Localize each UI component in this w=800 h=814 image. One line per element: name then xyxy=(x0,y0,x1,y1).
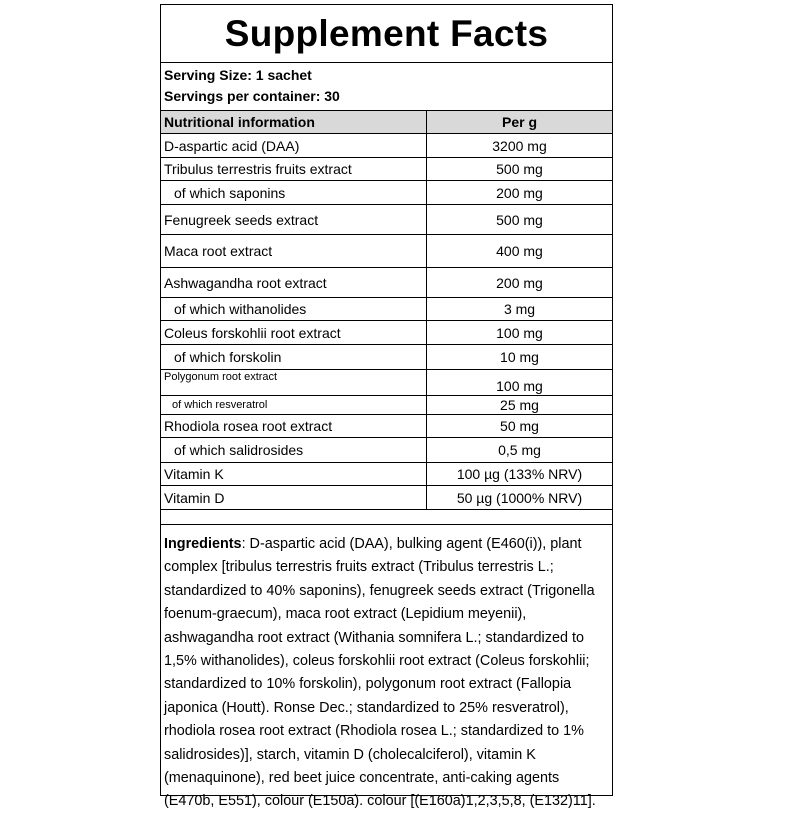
row-name: Maca root extract xyxy=(161,235,427,268)
table-header-row xyxy=(161,111,612,134)
row-name: Rhodiola rosea root extract xyxy=(161,415,427,438)
row-name: Polygonum root extract xyxy=(161,370,427,396)
row-name: Vitamin K xyxy=(161,463,427,486)
row-amount: 100 mg xyxy=(427,370,613,396)
row-amount: 50 µg (1000% NRV) xyxy=(427,486,613,510)
row-amount: 200 mg xyxy=(427,181,613,205)
table-row xyxy=(161,486,612,510)
ingredients-label: Ingredients xyxy=(164,536,242,552)
row-amount: 100 µg (133% NRV) xyxy=(427,463,613,486)
row-name: Tribulus terrestris fruits extract xyxy=(161,158,427,181)
nutrition-table xyxy=(161,111,612,510)
ingredients-text: : D-aspartic acid (DAA), bulking agent (E460(i)), plant complex [tribulus terrestris fruits extract (Tribulus terrestris L.; standardized to 40% saponins), fenugreek seeds extract (Trigonella foenum-graecum), maca root extract (Lepidium meyenii), ashwagandha root extract (Withania somnifera L.; standardized to 1,5% withanolides), coleus forskohlii root extract (Coleus forskohlii; standardized to 10% forskolin), polygonum root extract (Fallopia japonica (Houtt). Ronse Dec.; standardized to 25% resveratrol), rhodiola rosea root extract (Rhodiola rosea L.; standardized to 1% salidrosides)], starch, vitamin D (cholecalciferol), vitamin K (menaquinone), red beet juice concentrate, anti-caking agents (E470b, E551), colour (E150a). colour [(E160a)1,2,3,5,8, (E132)11]. xyxy=(164,536,596,810)
table-row xyxy=(161,345,612,370)
row-amount: 0,5 mg xyxy=(427,438,613,463)
table-row xyxy=(161,134,612,158)
row-name: of which salidrosides xyxy=(161,438,427,463)
table-row xyxy=(161,181,612,205)
table-row xyxy=(161,463,612,486)
row-amount: 400 mg xyxy=(427,235,613,268)
table-row xyxy=(161,321,612,345)
table-row xyxy=(161,205,612,235)
ingredients-section xyxy=(161,524,612,814)
table-row xyxy=(161,158,612,181)
header-amount: Per g xyxy=(427,111,613,134)
row-name: of which saponins xyxy=(161,181,427,205)
row-name: Ashwagandha root extract xyxy=(161,268,427,298)
label-title: Supplement Facts xyxy=(224,13,549,54)
row-amount: 3 mg xyxy=(427,298,613,321)
table-row xyxy=(161,370,612,396)
servings-per-container: Servings per container: 30 xyxy=(164,88,340,104)
row-name: of which forskolin xyxy=(161,345,427,370)
row-amount: 200 mg xyxy=(427,268,613,298)
table-row xyxy=(161,298,612,321)
row-amount: 100 mg xyxy=(427,321,613,345)
serving-size: Serving Size: 1 sachet xyxy=(164,67,312,83)
row-amount: 3200 mg xyxy=(427,134,613,158)
row-name: of which resveratrol xyxy=(161,396,427,415)
row-amount: 500 mg xyxy=(427,205,613,235)
table-row xyxy=(161,396,612,415)
serving-info xyxy=(161,62,612,111)
table-row xyxy=(161,415,612,438)
row-name: Coleus forskohlii root extract xyxy=(161,321,427,345)
row-amount: 50 mg xyxy=(427,415,613,438)
row-name: of which withanolides xyxy=(161,298,427,321)
supplement-facts-label xyxy=(160,4,613,810)
row-name: Vitamin D xyxy=(161,486,427,510)
row-name: Fenugreek seeds extract xyxy=(161,205,427,235)
row-amount: 25 mg xyxy=(427,396,613,415)
header-name: Nutritional information xyxy=(161,111,427,134)
row-amount: 500 mg xyxy=(427,158,613,181)
table-row xyxy=(161,438,612,463)
table-row xyxy=(161,235,612,268)
row-name: D-aspartic acid (DAA) xyxy=(161,134,427,158)
row-amount: 10 mg xyxy=(427,345,613,370)
table-row xyxy=(161,268,612,298)
